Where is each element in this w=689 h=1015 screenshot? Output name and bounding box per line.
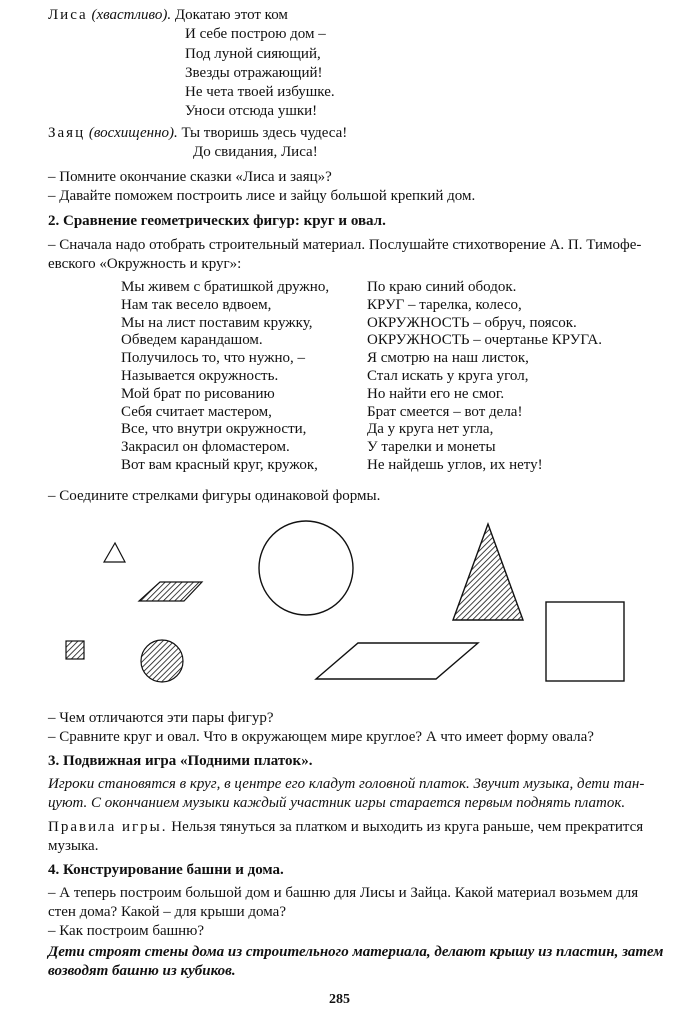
poem-line: Но найти его не смог. <box>367 385 505 402</box>
poem-line: ОКРУЖНОСТЬ – обруч, поясок. <box>367 314 577 331</box>
section-4-note: возводят башню из кубиков. <box>48 963 236 979</box>
poem-line: Называется окружность. <box>121 367 279 384</box>
poem-line: Вот вам красный круг, кружок, <box>121 456 318 473</box>
section-4-note: Дети строят стены дома из строительного материала, делают крышу из пластин, затем <box>48 944 664 960</box>
poem-line: Мы на лист поставим кружку, <box>121 314 313 331</box>
game-rules-label: Правила игры. <box>48 819 168 835</box>
section-4-text: – Как построим башню? <box>48 923 205 939</box>
shapes-task: – Соедините стрелками фигуры одинаковой формы. <box>48 488 381 504</box>
section-4-text: стен дома? Какой – для крыши дома? <box>48 904 286 920</box>
section-3-description: Игроки становятся в круг, в центре его кладут головной платок. Звучит музыка, дети тан- <box>48 776 645 792</box>
fox-line: Не чета твоей избушке. <box>185 84 335 100</box>
large-parallelogram-shape <box>316 643 478 679</box>
hare-stage-direction: (восхищенно). <box>88 125 178 141</box>
section-3-description: цуют. С окончанием музыки каждый участник игры старается первым поднять платок. <box>48 795 626 811</box>
large-square-shape <box>546 602 624 681</box>
poem-line: Я смотрю на наш листок, <box>367 350 529 367</box>
small-triangle-shape <box>104 543 125 562</box>
game-rules-text: музыка. <box>48 838 99 854</box>
fox-speaker: Лиса <box>48 7 88 23</box>
poem-line: Обведем карандашом. <box>121 332 263 349</box>
poem-line: Нам так весело вдвоем, <box>121 296 272 313</box>
hare-speaker: Заяц <box>48 125 86 141</box>
section-4-text: – А теперь построим большой дом и башню для Лисы и Зайца. Какой материал возьмем для <box>48 885 639 901</box>
hatched-triangle-shape <box>453 524 523 620</box>
shapes-question: – Сравните круг и овал. Что в окружающем мире круглое? А что имеет форму овала? <box>48 729 594 745</box>
section-2-heading: 2. Сравнение геометрических фигур: круг и овал. <box>48 213 386 229</box>
poem-line: Мы живем с братишкой дружно, <box>121 279 330 295</box>
poem-line: Брат смеется – вот дела! <box>367 403 523 420</box>
large-circle-shape <box>259 521 353 615</box>
fox-line: Под луной сияющий, <box>185 46 321 62</box>
small-hatched-square-shape <box>66 641 84 659</box>
poem-line: Все, что внутри окружности, <box>121 421 307 438</box>
poem-line: У тарелки и монеты <box>367 439 496 456</box>
hare-line: До свидания, Лиса! <box>193 144 318 160</box>
section-4-heading: 4. Конструирование башни и дома. <box>48 862 284 878</box>
fox-line: Звезды отражающий! <box>185 65 323 81</box>
game-rules-text: Нельзя тянуться за платком и выходить из круга раньше, чем прекратится <box>171 819 644 835</box>
shapes-question: – Чем отличаются эти пары фигур? <box>48 710 274 726</box>
intro-question: – Давайте поможем построить лисе и зайцу большой крепкий дом. <box>48 188 476 204</box>
small-hatched-circle-shape <box>141 640 183 682</box>
intro-question: – Помните окончание сказки «Лиса и заяц»? <box>48 169 332 185</box>
fox-line: Докатаю этот ком <box>174 7 288 23</box>
small-hatched-parallelogram-shape <box>139 582 202 601</box>
poem-line: Закрасил он фломастером. <box>121 439 290 456</box>
poem-line: ОКРУЖНОСТЬ – очертанье КРУГА. <box>367 332 602 349</box>
poem-line: КРУГ – тарелка, колесо, <box>367 296 522 313</box>
game-rules <box>48 818 643 837</box>
poem-line: Не найдешь углов, их нету! <box>367 456 543 473</box>
poem-line: Да у круга нет угла, <box>367 421 494 438</box>
poem-line: Себя считает мастером, <box>121 403 272 420</box>
poem-line: Получилось то, что нужно, – <box>121 350 306 367</box>
section-2-intro: евского «Окружность и круг»: <box>48 256 242 272</box>
fox-line: Уноси отсюда ушки! <box>185 103 318 119</box>
fox-line: И себе построю дом – <box>185 26 326 42</box>
page-number: 285 <box>329 992 350 1007</box>
poem-line: По краю синий ободок. <box>367 279 517 295</box>
poem-line: Стал искать у круга угол, <box>367 367 529 384</box>
section-2-intro: – Сначала надо отобрать строительный материал. Послушайте стихотворение А. П. Тимофе- <box>48 237 642 253</box>
hare-line: Ты творишь здесь чудеса! <box>181 125 348 141</box>
fox-stage-direction: (хвастливо). <box>91 7 172 23</box>
poem-line: Мой брат по рисованию <box>121 385 275 402</box>
section-3-heading: 3. Подвижная игра «Подними платок». <box>48 753 313 769</box>
